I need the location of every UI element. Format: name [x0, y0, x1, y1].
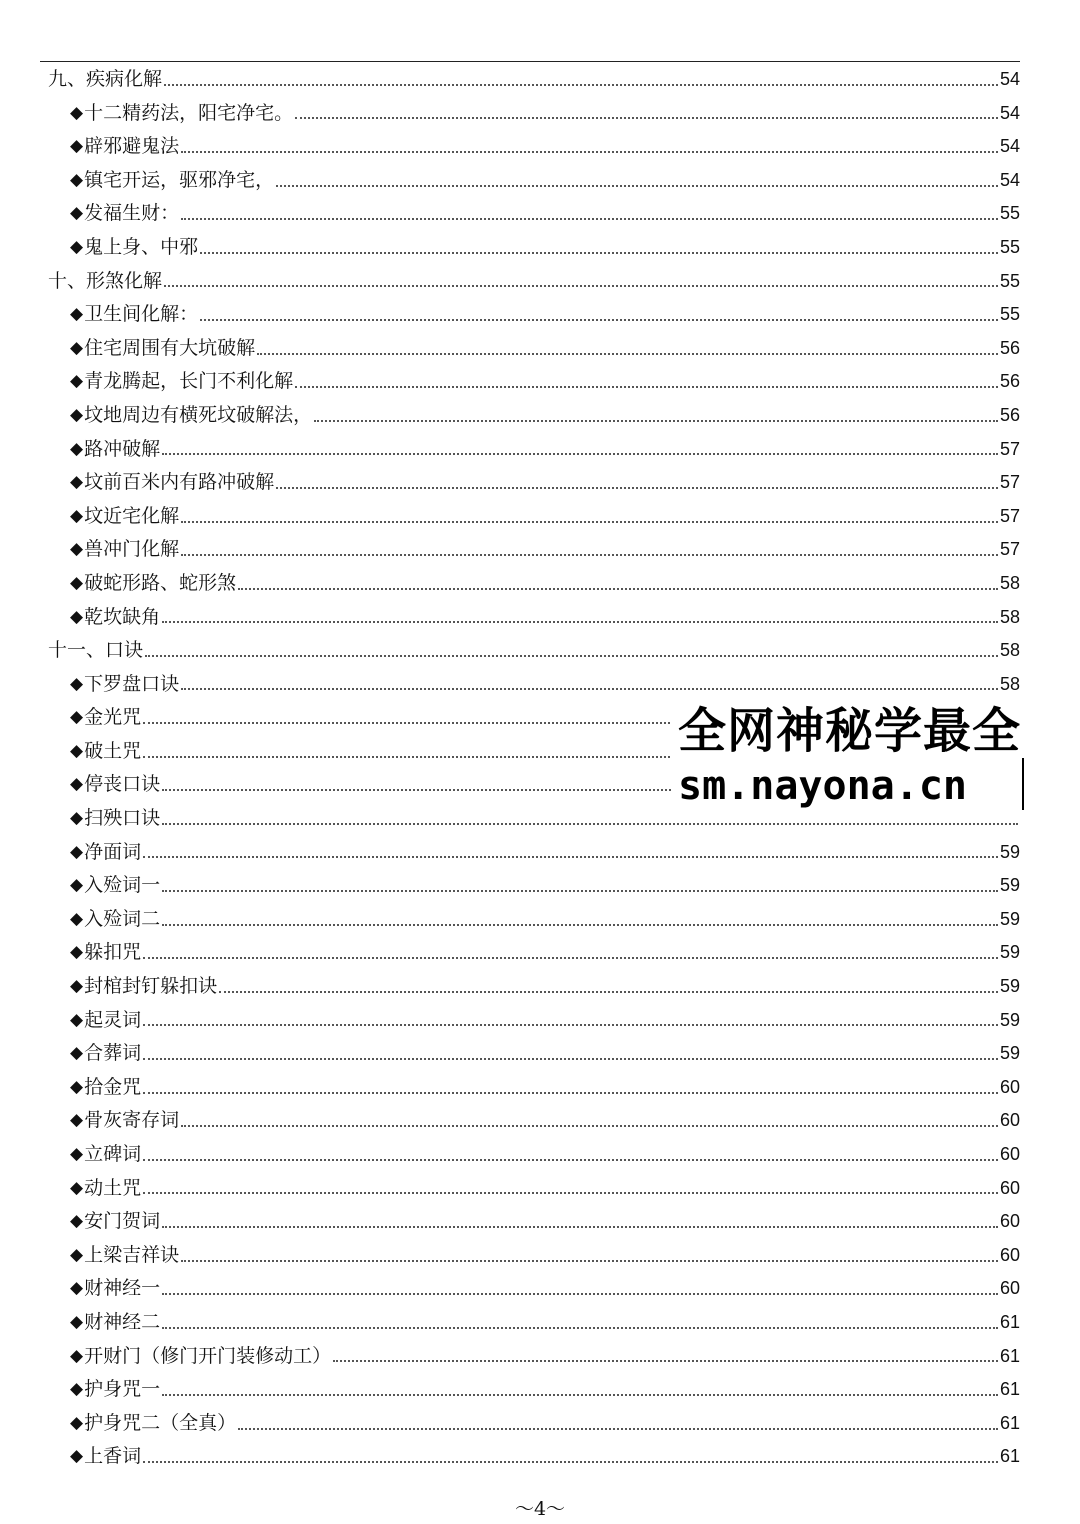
toc-page-number: 61: [999, 1412, 1020, 1433]
toc-label: 卫生间化解：: [84, 303, 199, 326]
dot-leader: [143, 957, 998, 959]
toc-entry[interactable]: [0, 601, 1080, 635]
diamond-bullet-icon: ◆: [70, 1043, 84, 1064]
diamond-bullet-icon: ◆: [70, 1412, 84, 1433]
dot-leader: [164, 84, 998, 86]
dot-leader: [143, 1058, 998, 1060]
toc-page-number: 54: [999, 169, 1020, 190]
dot-leader: [162, 453, 998, 455]
toc-label: 坟近宅化解: [84, 504, 180, 527]
diamond-bullet-icon: ◆: [70, 1110, 84, 1131]
toc-entry[interactable]: [0, 1306, 1080, 1340]
toc-label: 拾金咒: [84, 1075, 142, 1098]
toc-label: 动土咒: [84, 1176, 142, 1199]
dot-leader: [200, 319, 998, 321]
dot-leader: [181, 554, 998, 556]
dot-leader: [200, 252, 998, 254]
toc-label: 躲扣咒: [84, 941, 142, 964]
diamond-bullet-icon: ◆: [70, 371, 84, 392]
toc-entry[interactable]: [0, 433, 1080, 467]
toc-page-number: 56: [999, 337, 1020, 358]
diamond-bullet-icon: ◆: [70, 505, 84, 526]
toc-entry[interactable]: [0, 936, 1080, 970]
toc-page-number: 61: [999, 1446, 1020, 1467]
dot-leader: [162, 890, 998, 892]
toc-page-number: 57: [999, 438, 1020, 459]
toc-page-number: 55: [999, 203, 1020, 224]
diamond-bullet-icon: ◆: [70, 606, 84, 627]
toc-label: 封棺封钉躲扣诀: [84, 975, 218, 998]
header-rule: [40, 61, 1020, 62]
diamond-bullet-icon: ◆: [70, 841, 84, 862]
diamond-bullet-icon: ◆: [70, 1244, 84, 1265]
toc-label: 辟邪避鬼法: [84, 135, 180, 158]
toc-page-number: 60: [999, 1278, 1020, 1299]
toc-entry[interactable]: [0, 1071, 1080, 1105]
diamond-bullet-icon: ◆: [70, 572, 84, 593]
dot-leader: [162, 1327, 998, 1329]
toc-label: 坟前百米内有路冲破解: [84, 471, 275, 494]
toc-entry[interactable]: [0, 197, 1080, 231]
diamond-bullet-icon: ◆: [70, 203, 84, 224]
toc-entry[interactable]: [0, 1138, 1080, 1172]
diamond-bullet-icon: ◆: [70, 539, 84, 560]
toc-entry[interactable]: [0, 1440, 1080, 1474]
toc-label: 乾坎缺角: [84, 605, 161, 628]
toc-label: 财神经二: [84, 1310, 161, 1333]
dot-leader: [276, 185, 998, 187]
toc-label: 下罗盘口诀: [84, 672, 180, 695]
dot-leader: [181, 218, 998, 220]
diamond-bullet-icon: ◆: [70, 169, 84, 190]
toc-section[interactable]: [0, 634, 1080, 668]
toc-label: 起灵词: [84, 1008, 142, 1031]
toc-page-number: 59: [999, 841, 1020, 862]
dot-leader: [276, 487, 998, 489]
watermark-box: [672, 700, 1080, 817]
toc-label: 立碑词: [84, 1143, 142, 1165]
toc-label: 路冲破解: [84, 437, 161, 460]
dot-leader: [164, 285, 998, 287]
toc-entry[interactable]: [0, 164, 1080, 198]
toc-entry[interactable]: [0, 1272, 1080, 1306]
diamond-bullet-icon: ◆: [70, 136, 84, 157]
toc-page-number: 59: [999, 976, 1020, 997]
toc-entry[interactable]: [0, 836, 1080, 870]
dot-leader: [181, 688, 998, 690]
dot-leader: [145, 655, 998, 657]
toc-entry[interactable]: [0, 970, 1080, 1004]
toc-label: 入殓词一: [84, 874, 161, 897]
toc-page-number: 54: [999, 102, 1020, 123]
diamond-bullet-icon: ◆: [70, 1009, 84, 1030]
toc-label: 开财门（修门开门装修动工）: [84, 1344, 332, 1367]
dot-leader: [181, 521, 998, 523]
diamond-bullet-icon: ◆: [70, 472, 84, 493]
toc-label: 上梁吉祥诀: [84, 1243, 180, 1266]
dot-leader: [181, 1260, 998, 1262]
toc-page-number: 60: [999, 1110, 1020, 1131]
toc-label: 骨灰寄存词: [84, 1109, 180, 1132]
dot-leader: [162, 621, 998, 623]
toc-label: 发福生财：: [84, 202, 180, 225]
toc-page-number: 59: [999, 908, 1020, 929]
toc-entry[interactable]: [0, 1239, 1080, 1273]
toc-page-number: 58: [999, 606, 1020, 627]
toc-entry[interactable]: [0, 1104, 1080, 1138]
toc-entry[interactable]: [0, 869, 1080, 903]
toc-page-number: 59: [999, 1043, 1020, 1064]
dot-leader: [333, 1360, 998, 1362]
toc-page-number: 56: [999, 371, 1020, 392]
toc-page-number: 54: [999, 69, 1020, 89]
diamond-bullet-icon: ◆: [70, 304, 84, 325]
toc-entry[interactable]: [0, 365, 1080, 399]
toc-label: 九、疾病化解: [48, 68, 163, 90]
toc-page-number: 61: [999, 1379, 1020, 1400]
diamond-bullet-icon: ◆: [70, 908, 84, 929]
toc-entry[interactable]: [0, 1340, 1080, 1374]
diamond-bullet-icon: ◆: [70, 1311, 84, 1332]
diamond-bullet-icon: ◆: [70, 808, 84, 829]
toc-page-number: 55: [999, 270, 1020, 291]
toc-label: 十一、口诀: [48, 639, 144, 662]
toc-label: 金光咒: [84, 706, 142, 729]
dot-leader: [162, 1394, 998, 1396]
diamond-bullet-icon: ◆: [70, 102, 84, 123]
toc-label: 镇宅开运，驱邪净宅，: [84, 168, 275, 191]
toc-label: 入殓词二: [84, 907, 161, 930]
toc-label: 净面词: [84, 840, 142, 863]
diamond-bullet-icon: ◆: [70, 673, 84, 694]
toc-page-number: 57: [999, 539, 1020, 560]
diamond-bullet-icon: ◆: [70, 337, 84, 358]
diamond-bullet-icon: ◆: [70, 942, 84, 963]
toc-page-number: 60: [999, 1076, 1020, 1097]
diamond-bullet-icon: ◆: [70, 976, 84, 997]
watermark-title: 全网神秘学最全: [678, 703, 1022, 759]
diamond-bullet-icon: ◆: [70, 1446, 84, 1467]
toc-entry[interactable]: [0, 298, 1080, 332]
diamond-bullet-icon: ◆: [70, 1345, 84, 1366]
diamond-bullet-icon: ◆: [70, 875, 84, 896]
dot-leader: [181, 1125, 998, 1127]
toc-label: 十二精药法，阳宅净宅。: [84, 101, 294, 124]
toc-page-number: 61: [999, 1345, 1020, 1366]
dot-leader: [238, 1428, 998, 1430]
header-faint-text: [380, 42, 580, 54]
toc-page-number: 57: [999, 505, 1020, 526]
toc-section[interactable]: [0, 265, 1080, 299]
dot-leader: [162, 924, 998, 926]
toc-page-number: 60: [999, 1244, 1020, 1265]
toc-entry[interactable]: [0, 1037, 1080, 1071]
toc-section[interactable]: [0, 63, 1080, 97]
toc-label: 兽冲门化解: [84, 538, 180, 561]
dot-leader: [143, 1461, 998, 1463]
diamond-bullet-icon: ◆: [70, 438, 84, 459]
toc-page-number: 54: [999, 136, 1020, 157]
toc-entry[interactable]: [0, 466, 1080, 500]
toc-entry[interactable]: [0, 1373, 1080, 1407]
toc-page-number: 61: [999, 1311, 1020, 1332]
dot-leader: [238, 588, 998, 590]
toc-label: 鬼上身、中邪: [84, 235, 199, 258]
toc-page-number: 55: [999, 236, 1020, 257]
dot-leader: [219, 991, 998, 993]
toc-label: 破蛇形路、蛇形煞: [84, 571, 237, 594]
toc-label: 青龙腾起，长门不利化解: [84, 370, 294, 393]
dot-leader: [162, 1293, 998, 1295]
dot-leader: [143, 1192, 998, 1194]
dot-leader: [143, 856, 998, 858]
toc-entry[interactable]: [0, 399, 1080, 433]
toc-label: 住宅周围有大坑破解: [84, 336, 256, 359]
toc-entry[interactable]: [0, 130, 1080, 164]
toc-page-number: 60: [999, 1211, 1020, 1232]
toc-entry[interactable]: [0, 97, 1080, 131]
toc-entry[interactable]: [0, 668, 1080, 702]
toc-label: 坟地周边有横死坟破解法，: [84, 403, 313, 426]
toc-entry[interactable]: [0, 1004, 1080, 1038]
toc-label: 上香词: [84, 1445, 142, 1468]
diamond-bullet-icon: ◆: [70, 1076, 84, 1097]
toc-page-number: 60: [999, 1144, 1020, 1164]
toc-label: 护身咒一: [84, 1378, 161, 1401]
page-number: ～4～: [514, 1498, 566, 1520]
diamond-bullet-icon: ◆: [70, 1177, 84, 1198]
toc-label: 安门贺词: [84, 1210, 161, 1233]
dot-leader: [181, 151, 998, 153]
toc-entry[interactable]: [0, 1407, 1080, 1441]
diamond-bullet-icon: ◆: [70, 1278, 84, 1299]
toc-label: 合葬词: [84, 1042, 142, 1065]
toc-page-number: 59: [999, 875, 1020, 896]
toc-entry[interactable]: [0, 500, 1080, 534]
diamond-bullet-icon: ◆: [70, 1211, 84, 1232]
toc-label: 破土咒: [84, 739, 142, 762]
diamond-bullet-icon: ◆: [70, 740, 84, 761]
toc-entry[interactable]: [0, 903, 1080, 937]
toc-page-number: 59: [999, 942, 1020, 963]
toc-page-number: 60: [999, 1177, 1020, 1198]
dot-leader: [162, 823, 1018, 825]
toc-page-number: 57: [999, 472, 1020, 493]
dot-leader: [143, 1092, 998, 1094]
toc-page-number: 56: [999, 404, 1020, 425]
text-cursor-icon: [1022, 758, 1024, 810]
toc-page-number: 55: [999, 304, 1020, 325]
toc-page-number: 58: [999, 572, 1020, 593]
toc-entry[interactable]: [0, 567, 1080, 601]
toc-page-number: 58: [999, 673, 1020, 694]
toc-entry[interactable]: [0, 231, 1080, 265]
dot-leader: [257, 353, 998, 355]
diamond-bullet-icon: ◆: [70, 1379, 84, 1400]
dot-leader: [143, 1159, 998, 1161]
toc-label: 十、形煞化解: [48, 269, 163, 292]
toc-entry[interactable]: [0, 533, 1080, 567]
toc-page-number: 58: [999, 640, 1020, 661]
diamond-bullet-icon: ◆: [70, 404, 84, 425]
toc-page-number: 59: [999, 1009, 1020, 1030]
dot-leader: [143, 1024, 998, 1026]
dot-leader: [295, 386, 998, 388]
toc-label: 财神经一: [84, 1277, 161, 1300]
diamond-bullet-icon: ◆: [70, 707, 84, 728]
diamond-bullet-icon: ◆: [70, 774, 84, 795]
dot-leader: [295, 117, 998, 119]
toc-entry[interactable]: [0, 332, 1080, 366]
toc-entry[interactable]: [0, 1205, 1080, 1239]
diamond-bullet-icon: ◆: [70, 1144, 84, 1164]
dot-leader: [314, 420, 998, 422]
toc-label: 护身咒二（全真）: [84, 1411, 237, 1434]
toc-label: 停丧口诀: [84, 773, 161, 796]
diamond-bullet-icon: ◆: [70, 236, 84, 257]
toc-entry[interactable]: [0, 1172, 1080, 1206]
dot-leader: [162, 1226, 998, 1228]
watermark-url: sm.nayona.cn: [678, 763, 967, 809]
toc-label: 扫殃口诀: [84, 807, 161, 830]
